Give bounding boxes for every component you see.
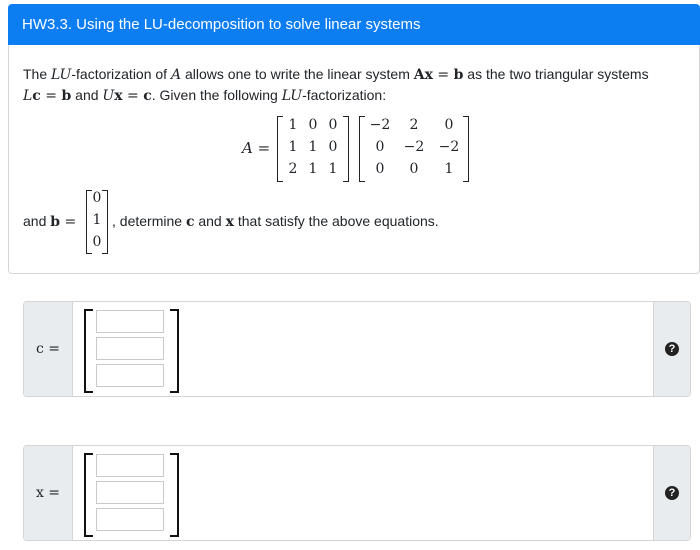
l-cell: 1 (288, 117, 298, 133)
intro-text: as the two triangular systems (463, 66, 649, 82)
intro-line-2 (23, 87, 386, 104)
answer-c-label: c = (24, 302, 73, 396)
math-l: L (23, 88, 33, 104)
math-lu: LU (281, 88, 303, 104)
answer-x-bracket-right (170, 453, 179, 537)
u-cell: 0 (375, 139, 385, 155)
u-cell: −2 (369, 117, 391, 133)
intro-text: and (194, 213, 226, 229)
b-cell: 0 (92, 190, 102, 206)
intro-text: . Given the following (151, 87, 282, 103)
intro-text: , determine (112, 213, 186, 229)
answer-c-bracket-left (84, 309, 93, 393)
math-b: b (453, 67, 464, 83)
a-equals-label: A = (242, 139, 271, 157)
u-cell: 0 (444, 117, 454, 133)
l-cell: 1 (308, 139, 318, 155)
answer-c-help[interactable] (653, 302, 690, 396)
l-cell: 1 (308, 161, 318, 177)
l-cell: 0 (328, 117, 338, 133)
math-b: b (50, 214, 61, 230)
b-cell: 0 (92, 234, 102, 250)
l-cell: 2 (288, 161, 298, 177)
answer-c-bracket-right (170, 309, 179, 393)
math-equals: = (122, 88, 144, 104)
math-u: U (102, 88, 115, 104)
math-x: x (114, 88, 123, 104)
math-equals: = (40, 88, 62, 104)
b-suffix (112, 213, 439, 230)
math-equals: = (432, 67, 454, 83)
b-vector (86, 190, 108, 254)
u-cell: 0 (375, 161, 385, 177)
intro-text: and (71, 87, 103, 103)
u-cell: 0 (409, 161, 419, 177)
math-a: A (170, 67, 182, 83)
intro-text: that satisfy the above equations. (233, 213, 439, 229)
answer-x-label: x = (24, 446, 73, 540)
u-cell: 1 (444, 161, 454, 177)
answer-c-group (23, 301, 691, 397)
u-cell: −2 (403, 139, 425, 155)
math-x: x (225, 214, 234, 230)
intro-text: allows one to write the linear system (181, 66, 414, 82)
help-icon[interactable]: ? (665, 486, 679, 500)
math-c: c (143, 88, 152, 104)
b-prefix (23, 213, 76, 230)
l-cell: 1 (328, 161, 338, 177)
b-cell: 1 (92, 212, 102, 228)
help-icon[interactable]: ? (665, 342, 679, 356)
l-cell: 0 (328, 139, 338, 155)
u-matrix (359, 116, 469, 182)
intro-text: The (23, 66, 52, 82)
answer-x-bracket-left (84, 453, 93, 537)
u-cell: 2 (409, 117, 419, 133)
math-c: c (32, 88, 41, 104)
l-cell: 1 (288, 139, 298, 155)
answer-c-input-1[interactable] (96, 310, 164, 333)
answer-x-group (23, 445, 691, 541)
intro-line-1 (23, 66, 649, 83)
l-matrix (277, 116, 349, 182)
answer-x-input-1[interactable] (96, 454, 164, 477)
intro-text: -factorization of (71, 66, 171, 82)
u-cell: −2 (438, 139, 460, 155)
math-b: b (61, 88, 72, 104)
l-cell: 0 (308, 117, 318, 133)
intro-text: -factorization: (302, 87, 387, 103)
answer-x-help[interactable] (653, 446, 690, 540)
math-ax: Ax (413, 67, 433, 83)
math-lu: LU (51, 67, 72, 83)
intro-text: and (23, 213, 51, 229)
math-c: c (185, 214, 195, 230)
answer-c-input-2[interactable] (96, 337, 164, 360)
math-equals: = (60, 214, 77, 230)
answer-x-input-2[interactable] (96, 481, 164, 504)
answer-x-input-3[interactable] (96, 508, 164, 531)
question-title: HW3.3. Using the LU-decomposition to solve linear systems (8, 4, 700, 45)
answer-c-input-3[interactable] (96, 364, 164, 387)
